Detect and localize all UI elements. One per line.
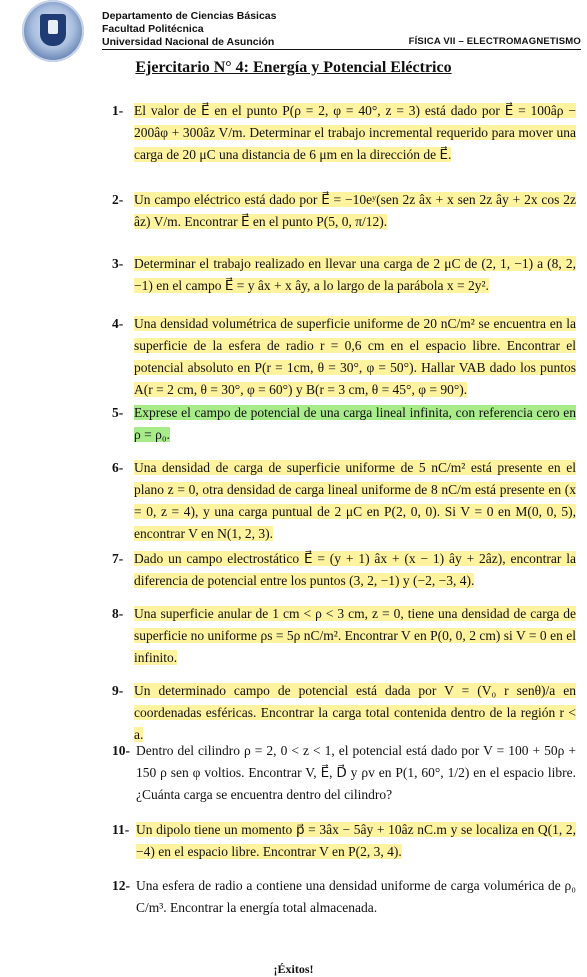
problem-number-12: 12- <box>112 878 130 893</box>
problem-number-11: 11- <box>112 822 130 837</box>
header-divider <box>102 49 581 50</box>
problem-text-7: Dado un campo electrostático E⃗ = (y + 1) âx + (x − 1) ây + 2âz), encontrar la diferencia de potencial entre los puntos (3, 2, −1) y (−2, −3, 4). <box>134 551 576 588</box>
university-logo <box>22 0 84 62</box>
header-faculty: Facultad Politécnica <box>102 23 204 35</box>
header-department: Departamento de Ciencias Básicas <box>102 10 277 22</box>
problem-number-4: 4- <box>112 316 124 331</box>
header-course: FÍSICA VII – ELECTROMAGNETISMO <box>408 36 581 47</box>
problem-text-1: El valor de E⃗ en el punto P(ρ = 2, φ = 40°, z = 3) está dado por E⃗ = 100âρ − 200âφ + 300âz V/m. Determinar el trabajo incremental requerido para mover una carga de 20 μC una distancia de 6 μm en la dirección de E⃗. <box>134 103 576 162</box>
page-title: Ejercitario N° 4: Energía y Potencial Eléctrico <box>135 59 452 76</box>
header-university: Universidad Nacional de Asunción <box>102 36 275 48</box>
problem-text-5: Exprese el campo de potencial de una carga lineal infinita, con referencia cero en ρ = ρ₀. <box>134 405 576 442</box>
problem-text-6: Una densidad de carga de superficie uniforme de 5 nC/m² está presente en el plano z = 0, otra densidad de carga lineal uniforme de 8 nC/m está presente en (x = 0, z = 4), y una carga puntual de 2 μC en P(2, 0, 0). Si V = 0 en M(0, 0, 5), encontrar V en N(1, 2, 3). <box>134 460 576 541</box>
problem-number-7: 7- <box>112 551 124 566</box>
problem-number-9: 9- <box>112 683 124 698</box>
problem-text-9: Un determinado campo de potencial está dada por V = (V₀ r senθ)/a en coordenadas esféricas. Encontrar la carga total contenida dentro de la región r < a. <box>134 683 576 742</box>
problem-text-10: Dentro del cilindro ρ = 2, 0 < z < 1, el potencial está dado por V = 100 + 50ρ + 150 ρ sen φ voltios. Encontrar V, E⃗, D⃗ y ρv en P(1, 60°, 1/2) en el espacio libre. ¿Cuánta carga se encuentra dentro del cilindro? <box>136 743 576 802</box>
header-institution <box>102 10 277 49</box>
problem-text-3: Determinar el trabajo realizado en llevar una carga de 2 μC de (2, 1, −1) a (8, 2, −1) en el campo E⃗ = y âx + x ây, a lo largo de la parábola x = 2y². <box>134 256 576 293</box>
problem-text-4: Una densidad volumétrica de superficie uniforme de 20 nC/m² se encuentra en la superficie de la esfera de radio r = 0,6 cm en el espacio libre. Encontrar el potencial absoluto en P(r = 1cm, θ = 30°, φ = 50°). Hallar VAB dado los puntos A(r = 2 cm, θ = 30°, φ = 60°) y B(r = 3 cm, θ = 45°, φ = 90°). <box>134 316 576 397</box>
problem-number-2: 2- <box>112 192 124 207</box>
closing-text: ¡Éxitos! <box>273 962 314 976</box>
logo-emblem-icon <box>40 14 66 46</box>
problem-text-11: Un dipolo tiene un momento p⃗ = 3âx − 5ây + 10âz nC.m y se localiza en Q(1, 2, −4) en el espacio libre. Encontrar V en P(2, 3, 4). <box>136 822 576 859</box>
problem-number-5: 5- <box>112 405 124 420</box>
problem-number-1: 1- <box>112 103 124 118</box>
problem-text-2: Un campo eléctrico está dado por E⃗ = −10eʸ(sen 2z âx + x sen 2z ây + 2x cos 2z âz) V/m. Encontrar E⃗ en el punto P(5, 0, π/12). <box>134 192 576 229</box>
problem-number-8: 8- <box>112 606 124 621</box>
problem-text-8: Una superficie anular de 1 cm < ρ < 3 cm, z = 0, tiene una densidad de carga de superficie no uniforme ρs = 5ρ nC/m². Encontrar V en P(0, 0, 2 cm) si V = 0 en el infinito. <box>134 606 576 665</box>
problem-number-3: 3- <box>112 256 124 271</box>
problem-text-12: Una esfera de radio a contiene una densidad uniforme de carga volumérica de ρ₀ C/m³. Encontrar la energía total almacenada. <box>136 878 576 915</box>
problem-number-10: 10- <box>112 743 130 758</box>
problem-number-6: 6- <box>112 460 124 475</box>
